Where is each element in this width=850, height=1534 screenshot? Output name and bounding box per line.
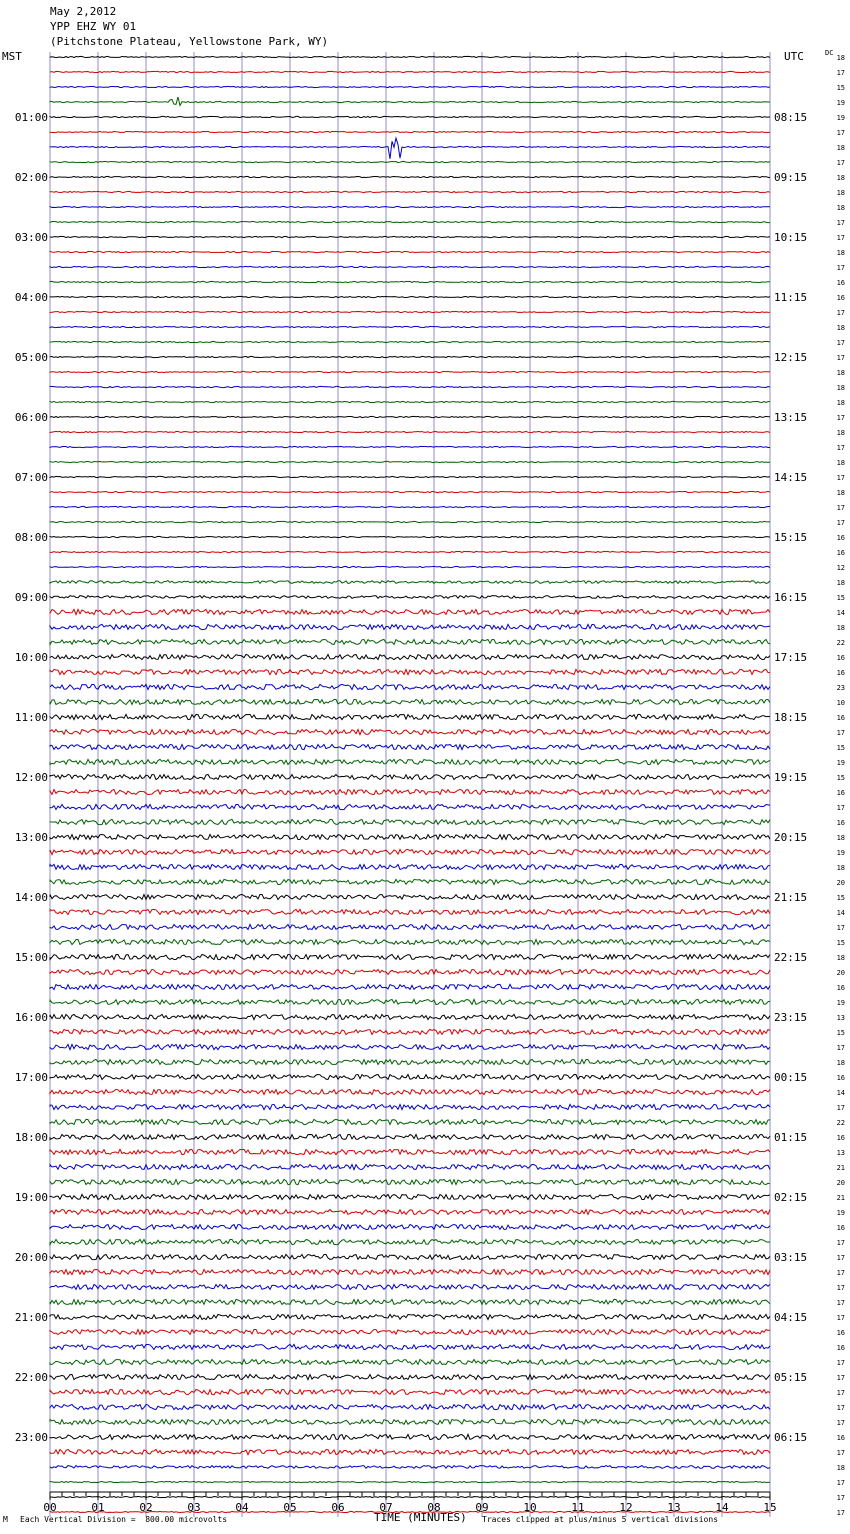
- dc-offset-label: 18: [836, 144, 845, 152]
- dc-offset-label: 16: [836, 1074, 845, 1082]
- dc-offset-label: 16: [836, 294, 845, 302]
- dc-offset-label: 23: [836, 684, 845, 692]
- dc-offset-label: 14: [836, 609, 845, 617]
- trace-line: [50, 371, 770, 372]
- trace-line: [50, 1149, 770, 1154]
- trace-line: [50, 221, 770, 222]
- x-tick-label: 10: [523, 1501, 537, 1514]
- trace-line: [50, 654, 770, 659]
- dc-offset-label: 15: [836, 594, 845, 602]
- trace-line: [50, 326, 770, 327]
- dc-offset-label: 17: [836, 504, 845, 512]
- dc-offset-label: 17: [836, 1044, 845, 1052]
- trace-line: [50, 924, 770, 929]
- x-tick-label: 14: [715, 1501, 729, 1514]
- trace-line: [50, 879, 770, 884]
- right-hour-label: 10:15: [774, 231, 808, 244]
- trace-line: [50, 86, 770, 87]
- dc-offset-label: 18: [836, 189, 845, 197]
- trace-line: [50, 251, 770, 252]
- trace-line: [50, 71, 770, 72]
- trace-line: [50, 236, 770, 237]
- trace-line: [50, 1075, 770, 1080]
- trace-line: [50, 1419, 770, 1424]
- left-hour-label: 12:00: [14, 771, 48, 784]
- trace-line: [50, 1059, 770, 1064]
- left-hour-label: 08:00: [14, 531, 48, 544]
- left-hour-label: 20:00: [14, 1251, 48, 1264]
- dc-offset-label: 22: [836, 1119, 845, 1127]
- trace-line: [50, 864, 770, 869]
- trace-line: [50, 999, 770, 1004]
- left-hour-label: 19:00: [14, 1191, 48, 1204]
- header-station: YPP EHZ WY 01: [50, 20, 137, 33]
- dc-offset-label: 20: [836, 969, 845, 977]
- trace-line: [50, 1104, 770, 1109]
- dc-offset-label: 18: [836, 954, 845, 962]
- seismic-traces: [50, 56, 770, 1512]
- trace-line: [50, 461, 770, 462]
- trace-line: [50, 1044, 770, 1049]
- right-hour-label: 08:15: [774, 111, 808, 124]
- minute-grid: [50, 52, 770, 1517]
- dc-offset-label: 15: [836, 84, 845, 92]
- x-tick-label: 02: [139, 1501, 153, 1514]
- trace-line: [50, 1119, 770, 1124]
- trace-line: [50, 609, 770, 614]
- dc-offset-label: 17: [836, 129, 845, 137]
- trace-line: [50, 1284, 770, 1289]
- right-hour-label: 20:15: [774, 831, 808, 844]
- x-axis-title: TIME (MINUTES): [374, 1511, 467, 1524]
- x-tick-label: 12: [619, 1501, 633, 1514]
- left-hour-label: 21:00: [14, 1311, 48, 1324]
- trace-line: [50, 669, 770, 674]
- right-hour-label: 18:15: [774, 711, 808, 724]
- dc-offset-label: 17: [836, 1254, 845, 1262]
- right-hour-label: 11:15: [774, 291, 808, 304]
- x-tick-label: 08: [427, 1501, 441, 1514]
- trace-line: [50, 1359, 770, 1364]
- right-hour-label: 01:15: [774, 1131, 808, 1144]
- left-hour-label: 14:00: [14, 891, 48, 904]
- dc-offset-label: 18: [836, 624, 845, 632]
- dc-offset-label: 16: [836, 534, 845, 542]
- right-hour-label: 23:15: [774, 1011, 808, 1024]
- dc-offset-label: 15: [836, 939, 845, 947]
- left-hour-label: 15:00: [14, 951, 48, 964]
- dc-offset-label: 16: [836, 654, 845, 662]
- trace-line: [50, 684, 770, 689]
- dc-offset-label: 17: [836, 354, 845, 362]
- dc-offset-label: 17: [836, 1449, 845, 1457]
- trace-line: [50, 296, 770, 297]
- dc-offset-label: 13: [836, 1014, 845, 1022]
- trace-line: [50, 804, 770, 809]
- trace-line: [50, 939, 770, 944]
- dc-offset-label: 20: [836, 1179, 845, 1187]
- left-hour-label: 09:00: [14, 591, 48, 604]
- trace-line: [50, 849, 770, 854]
- x-tick-label: 11: [571, 1501, 585, 1514]
- dc-offset-label: 19: [836, 999, 845, 1007]
- left-hour-label: 02:00: [14, 171, 48, 184]
- trace-line: [50, 714, 770, 719]
- dc-offset-label: 17: [836, 1359, 845, 1367]
- dc-offset-label: 14: [836, 1089, 845, 1097]
- right-hour-label: 02:15: [774, 1191, 808, 1204]
- x-tick-label: 09: [475, 1501, 489, 1514]
- right-axis-title: UTC: [784, 50, 804, 63]
- dc-offset-label: 17: [836, 1494, 845, 1502]
- dc-offset-labels: [837, 54, 845, 1517]
- left-hour-label: 05:00: [14, 351, 48, 364]
- right-hour-label: 15:15: [774, 531, 808, 544]
- x-tick-label: 06: [331, 1501, 345, 1514]
- trace-line: [50, 401, 770, 402]
- right-hour-label: 14:15: [774, 471, 808, 484]
- x-tick-label: 13: [667, 1501, 681, 1514]
- left-hour-label: 22:00: [14, 1371, 48, 1384]
- left-hour-label: 04:00: [14, 291, 48, 304]
- trace-line: [50, 206, 770, 207]
- dc-offset-label: 18: [836, 324, 845, 332]
- right-hour-label: 13:15: [774, 411, 808, 424]
- trace-line: [50, 1434, 770, 1439]
- dc-offset-label: 16: [836, 984, 845, 992]
- right-hour-label: 04:15: [774, 1311, 808, 1324]
- right-hour-label: 06:15: [774, 1431, 808, 1444]
- trace-line: [50, 894, 770, 899]
- dc-offset-label: 20: [836, 879, 845, 887]
- dc-offset-label: 21: [836, 1194, 845, 1202]
- trace-line: [50, 266, 770, 267]
- left-hour-label: 16:00: [14, 1011, 48, 1024]
- trace-line: [50, 281, 770, 282]
- dc-offset-label: 19: [836, 849, 845, 857]
- right-hour-label: 19:15: [774, 771, 808, 784]
- trace-line: [50, 1344, 770, 1349]
- trace-line: [50, 581, 770, 584]
- dc-offset-label: 17: [836, 1269, 845, 1277]
- dc-offset-label: 12: [836, 564, 845, 572]
- header-date: May 2,2012: [50, 5, 117, 18]
- right-hour-label: 00:15: [774, 1071, 808, 1084]
- trace-line: [50, 56, 770, 57]
- trace-line: [50, 1254, 770, 1259]
- dc-offset-label: 17: [836, 264, 845, 272]
- trace-line: [50, 969, 770, 974]
- x-tick-label: 15: [763, 1501, 777, 1514]
- left-hour-label: 10:00: [14, 651, 48, 664]
- left-hour-label: 07:00: [14, 471, 48, 484]
- dc-offset-label: 15: [836, 894, 845, 902]
- dc-offset-label: 21: [836, 1164, 845, 1172]
- dc-offset-label: 18: [836, 864, 845, 872]
- trace-line: [50, 1496, 770, 1497]
- trace-line: [50, 431, 770, 432]
- footer-scale: Each Vertical Division = 800.00 microvolts: [20, 1515, 228, 1524]
- left-hour-label: 13:00: [14, 831, 48, 844]
- dc-offset-label: 17: [836, 444, 845, 452]
- left-hour-label: 03:00: [14, 231, 48, 244]
- dc-offset-label: 18: [836, 579, 845, 587]
- dc-offset-label: 17: [836, 1104, 845, 1112]
- trace-line: [50, 341, 770, 342]
- trace-line: [50, 176, 770, 177]
- right-hour-label: 12:15: [774, 351, 808, 364]
- x-tick-label: 03: [187, 1501, 201, 1514]
- right-hour-label: 22:15: [774, 951, 808, 964]
- x-tick-label: 05: [283, 1501, 297, 1514]
- dc-offset-label: 17: [836, 1284, 845, 1292]
- dc-offset-label: 17: [836, 1389, 845, 1397]
- dc-offset-label: 18: [836, 429, 845, 437]
- right-hour-label: 17:15: [774, 651, 808, 664]
- dc-offset-label: 17: [836, 924, 845, 932]
- dc-offset-label: 17: [836, 474, 845, 482]
- trace-line: [50, 729, 770, 734]
- trace-line: [50, 1269, 770, 1274]
- trace-line: [50, 624, 770, 629]
- right-hour-label: 03:15: [774, 1251, 808, 1264]
- dc-offset-label: 17: [836, 1299, 845, 1307]
- dc-offset-label: 13: [836, 1149, 845, 1157]
- footer-mark: M: [3, 1515, 8, 1524]
- dc-offset-label: 19: [836, 759, 845, 767]
- trace-line: [50, 1466, 770, 1469]
- dc-offset-label: 17: [836, 1419, 845, 1427]
- trace-line: [50, 1239, 770, 1244]
- trace-line: [50, 536, 770, 537]
- x-tick-label: 04: [235, 1501, 249, 1514]
- dc-offset-label: 17: [836, 1239, 845, 1247]
- trace-line: [50, 131, 770, 132]
- dc-offset-label: 17: [836, 729, 845, 737]
- dc-offset-label: 16: [836, 1344, 845, 1352]
- trace-line: [50, 1179, 770, 1184]
- dc-offset-label: 10: [836, 699, 845, 707]
- trace-line: [50, 909, 770, 914]
- trace-line: [50, 1014, 770, 1019]
- dc-offset-label: 19: [836, 114, 845, 122]
- trace-line: [50, 1134, 770, 1139]
- left-axis-title: MST: [2, 50, 22, 63]
- x-tick-label: 00: [43, 1501, 57, 1514]
- trace-line: [50, 138, 770, 159]
- dc-offset-label: 17: [836, 309, 845, 317]
- trace-line: [50, 1481, 770, 1482]
- dc-offset-label: 17: [836, 1314, 845, 1322]
- trace-line: [50, 1330, 770, 1335]
- trace-line: [50, 954, 770, 959]
- dc-offset-label: 18: [836, 399, 845, 407]
- right-hour-label: 16:15: [774, 591, 808, 604]
- dc-offset-label: 17: [836, 1509, 845, 1517]
- trace-line: [50, 97, 770, 106]
- left-hour-label: 23:00: [14, 1431, 48, 1444]
- dc-offset-label: 17: [836, 519, 845, 527]
- trace-line: [50, 551, 770, 552]
- trace-line: [50, 759, 770, 764]
- trace-line: [50, 116, 770, 117]
- trace-line: [50, 744, 770, 749]
- dc-offset-label: 18: [836, 204, 845, 212]
- trace-line: [50, 491, 770, 492]
- dc-offset-label: 17: [836, 1404, 845, 1412]
- trace-line: [50, 1029, 770, 1034]
- trace-line: [50, 1449, 770, 1454]
- dc-offset-label: 16: [836, 1434, 845, 1442]
- trace-line: [50, 774, 770, 779]
- dc-offset-label: 17: [836, 1374, 845, 1382]
- trace-line: [50, 356, 770, 357]
- dc-offset-label: 17: [836, 339, 845, 347]
- dc-offset-label: 18: [836, 489, 845, 497]
- dc-offset-label: 16: [836, 549, 845, 557]
- trace-line: [50, 790, 770, 795]
- left-hour-label: 17:00: [14, 1071, 48, 1084]
- trace-line: [50, 191, 770, 192]
- dc-offset-label: 16: [836, 669, 845, 677]
- dc-offset-label: 16: [836, 789, 845, 797]
- trace-line: [50, 1164, 770, 1169]
- trace-line: [50, 1225, 770, 1230]
- trace-line: [50, 1194, 770, 1199]
- trace-line: [50, 311, 770, 312]
- left-hour-label: 01:00: [14, 111, 48, 124]
- right-hour-label: 21:15: [774, 891, 808, 904]
- dc-offset-label: 17: [836, 69, 845, 77]
- dc-offset-label: 18: [836, 174, 845, 182]
- dc-offset-label: 18: [836, 384, 845, 392]
- dc-offset-label: 19: [836, 1209, 845, 1217]
- trace-line: [50, 446, 770, 447]
- trace-line: [50, 699, 770, 704]
- dc-offset-label: 17: [836, 219, 845, 227]
- trace-line: [50, 834, 770, 839]
- dc-offset-label: 18: [836, 1464, 845, 1472]
- left-hour-label: 06:00: [14, 411, 48, 424]
- header-location: (Pitchstone Plateau, Yellowstone Park, WY): [50, 35, 329, 48]
- dc-offset-label: 17: [836, 234, 845, 242]
- trace-line: [50, 596, 770, 599]
- dc-offset-label: 16: [836, 1329, 845, 1337]
- dc-offset-label: 15: [836, 1029, 845, 1037]
- dc-offset-label: 15: [836, 774, 845, 782]
- dc-offset-label: 18: [836, 834, 845, 842]
- trace-line: [50, 416, 770, 417]
- dc-offset-label: 18: [836, 54, 845, 62]
- trace-line: [50, 386, 770, 387]
- dc-offset-label: 19: [836, 99, 845, 107]
- left-hour-label: 18:00: [14, 1131, 48, 1144]
- dc-offset-label: 16: [836, 819, 845, 827]
- trace-line: [50, 1299, 770, 1304]
- dc-offset-label: 17: [836, 1479, 845, 1487]
- trace-line: [50, 161, 770, 162]
- dc-offset-label: 18: [836, 459, 845, 467]
- trace-line: [50, 1314, 770, 1319]
- dc-offset-label: 15: [836, 744, 845, 752]
- dc-offset-label: 14: [836, 909, 845, 917]
- trace-line: [50, 566, 770, 567]
- left-hour-label: 11:00: [14, 711, 48, 724]
- dc-offset-label: 17: [836, 804, 845, 812]
- dc-offset-label: 22: [836, 639, 845, 647]
- trace-line: [50, 819, 770, 824]
- trace-line: [50, 1404, 770, 1409]
- dc-offset-label: 16: [836, 1134, 845, 1142]
- dc-offset-label: 16: [836, 714, 845, 722]
- dc-offset-label: 18: [836, 1059, 845, 1067]
- dc-column-title: DC: [825, 49, 834, 57]
- x-tick-label: 01: [91, 1501, 105, 1514]
- trace-line: [50, 1089, 770, 1094]
- trace-line: [50, 640, 770, 645]
- right-hour-label: 05:15: [774, 1371, 808, 1384]
- dc-offset-label: 17: [836, 159, 845, 167]
- trace-line: [50, 984, 770, 989]
- trace-line: [50, 1374, 770, 1379]
- x-tick-label: 07: [379, 1501, 393, 1514]
- trace-line: [50, 1389, 770, 1394]
- footer-clip: Traces clipped at plus/minus 5 vertical divisions: [482, 1515, 719, 1524]
- dc-offset-label: 17: [836, 414, 845, 422]
- dc-offset-label: 18: [836, 249, 845, 257]
- dc-offset-label: 16: [836, 1224, 845, 1232]
- dc-offset-label: 18: [836, 369, 845, 377]
- trace-line: [50, 506, 770, 507]
- trace-line: [50, 1209, 770, 1214]
- right-hour-label: 09:15: [774, 171, 808, 184]
- trace-line: [50, 476, 770, 477]
- trace-line: [50, 521, 770, 522]
- dc-offset-label: 16: [836, 279, 845, 287]
